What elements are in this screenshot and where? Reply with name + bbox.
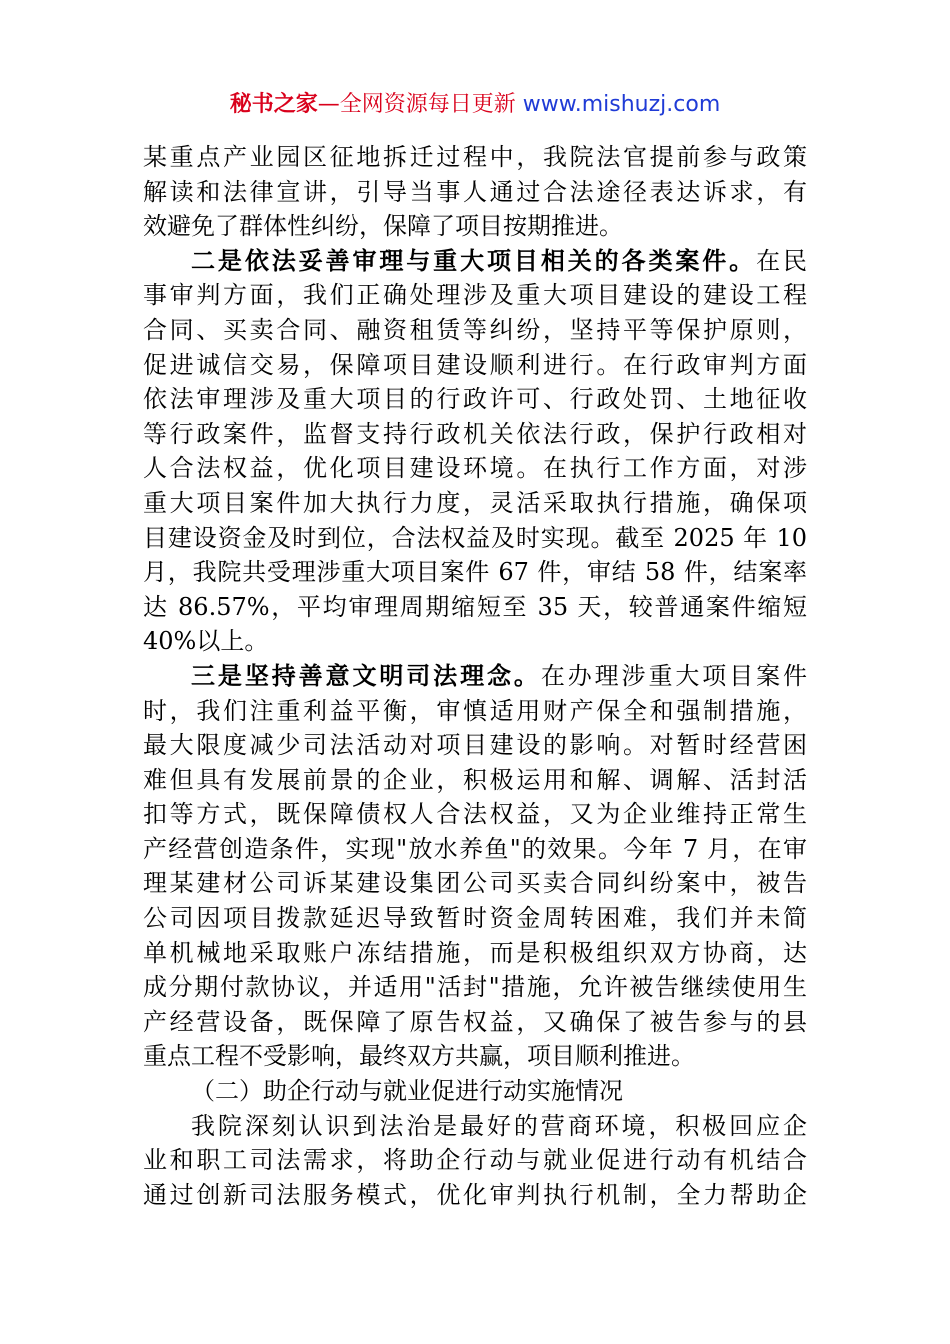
text-line: 某重点产业园区征地拆迁过程中，我院法官提前参与政策 xyxy=(143,143,807,171)
text-line: 40%以上。 xyxy=(143,627,269,656)
text-line: 通过创新司法服务模式，优化审判执行机制，全力帮助企 xyxy=(143,1180,807,1209)
text-line: 达 86.57%，平均审理周期缩短至 35 天，较普通案件缩短 xyxy=(143,592,807,621)
text-line: 业和职工司法需求，将助企行动与就业促进行动有机结合 xyxy=(143,1146,807,1175)
text-line: 月，我院共受理涉重大项目案件 67 件，审结 58 件，结案率 xyxy=(143,558,807,587)
text-line: 最大限度减少司法活动对项目建设的影响。对暂时经营困 xyxy=(143,731,807,760)
text-line: 公司因项目拨款延迟导致暂时资金周转困难，我们并未简 xyxy=(143,904,807,933)
text-line: 成分期付款协议，并适用"活封"措施，允许被告继续使用生 xyxy=(143,973,807,1002)
text-line: 产经营设备，既保障了原告权益，又确保了被告参与的县 xyxy=(143,1007,807,1036)
text-line: 重点工程不受影响，最终双方共赢，项目顺利推进。 xyxy=(143,1042,695,1071)
page-header xyxy=(0,88,950,122)
text-line: 我院深刻认识到法治是最好的营商环境，积极回应企 xyxy=(191,1111,807,1140)
text-line: 促进诚信交易，保障项目建设顺利进行。在行政审判方面 xyxy=(143,350,807,379)
site-url-link[interactable]: www.mishuzj.com xyxy=(522,92,721,117)
text-line: 时，我们注重利益平衡，审慎适用财产保全和强制措施， xyxy=(143,696,807,725)
text-line: 目建设资金及时到位，合法权益及时实现。截至 2025 年 10 xyxy=(143,523,807,552)
text-line: 三是坚持善意文明司法理念。在办理涉重大项目案件 xyxy=(191,660,807,690)
text-line: 二是依法妥善审理与重大项目相关的各类案件。在民 xyxy=(191,245,807,275)
section-heading: 二是依法妥善审理与重大项目相关的各类案件。 xyxy=(191,245,757,275)
site-brand: 秘书之家 xyxy=(229,92,318,117)
text-line: 难但具有发展前景的企业，积极运用和解、调解、活封活 xyxy=(143,765,807,794)
text-line: 扣等方式，既保障债权人合法权益，又为企业维持正常生 xyxy=(143,800,807,829)
text-line: 等行政案件，监督支持行政机关依法行政，保护行政相对 xyxy=(143,419,807,448)
text-line: 产经营创造条件，实现"放水养鱼"的效果。今年 7 月，在审 xyxy=(143,834,807,863)
site-tagline: —全网资源每日更新 xyxy=(317,92,516,117)
text-line: 效避免了群体性纠纷，保障了项目按期推进。 xyxy=(143,212,623,241)
text-line: 理某建材公司诉某建设集团公司买卖合同纠纷案中，被告 xyxy=(143,869,807,898)
text-line: 重大项目案件加大执行力度，灵活采取执行措施，确保项 xyxy=(143,488,807,517)
text-line: 单机械地采取账户冻结措施，而是积极组织双方协商，达 xyxy=(143,938,807,967)
text-line: 解读和法律宣讲，引导当事人通过合法途径表达诉求，有 xyxy=(143,177,807,206)
section-heading: 三是坚持善意文明司法理念。 xyxy=(191,660,541,690)
text-line: 人合法权益，优化项目建设环境。在执行工作方面，对涉 xyxy=(143,454,807,483)
subsection-title: （二）助企行动与就业促进行动实施情况 xyxy=(191,1077,623,1106)
document-body xyxy=(143,140,807,1212)
text-line: 事审判方面，我们正确处理涉及重大项目建设的建设工程 xyxy=(143,281,807,310)
text-line: 依法审理涉及重大项目的行政许可、行政处罚、土地征收 xyxy=(143,385,807,414)
text-line: 合同、买卖合同、融资租赁等纠纷，坚持平等保护原则， xyxy=(143,315,807,344)
